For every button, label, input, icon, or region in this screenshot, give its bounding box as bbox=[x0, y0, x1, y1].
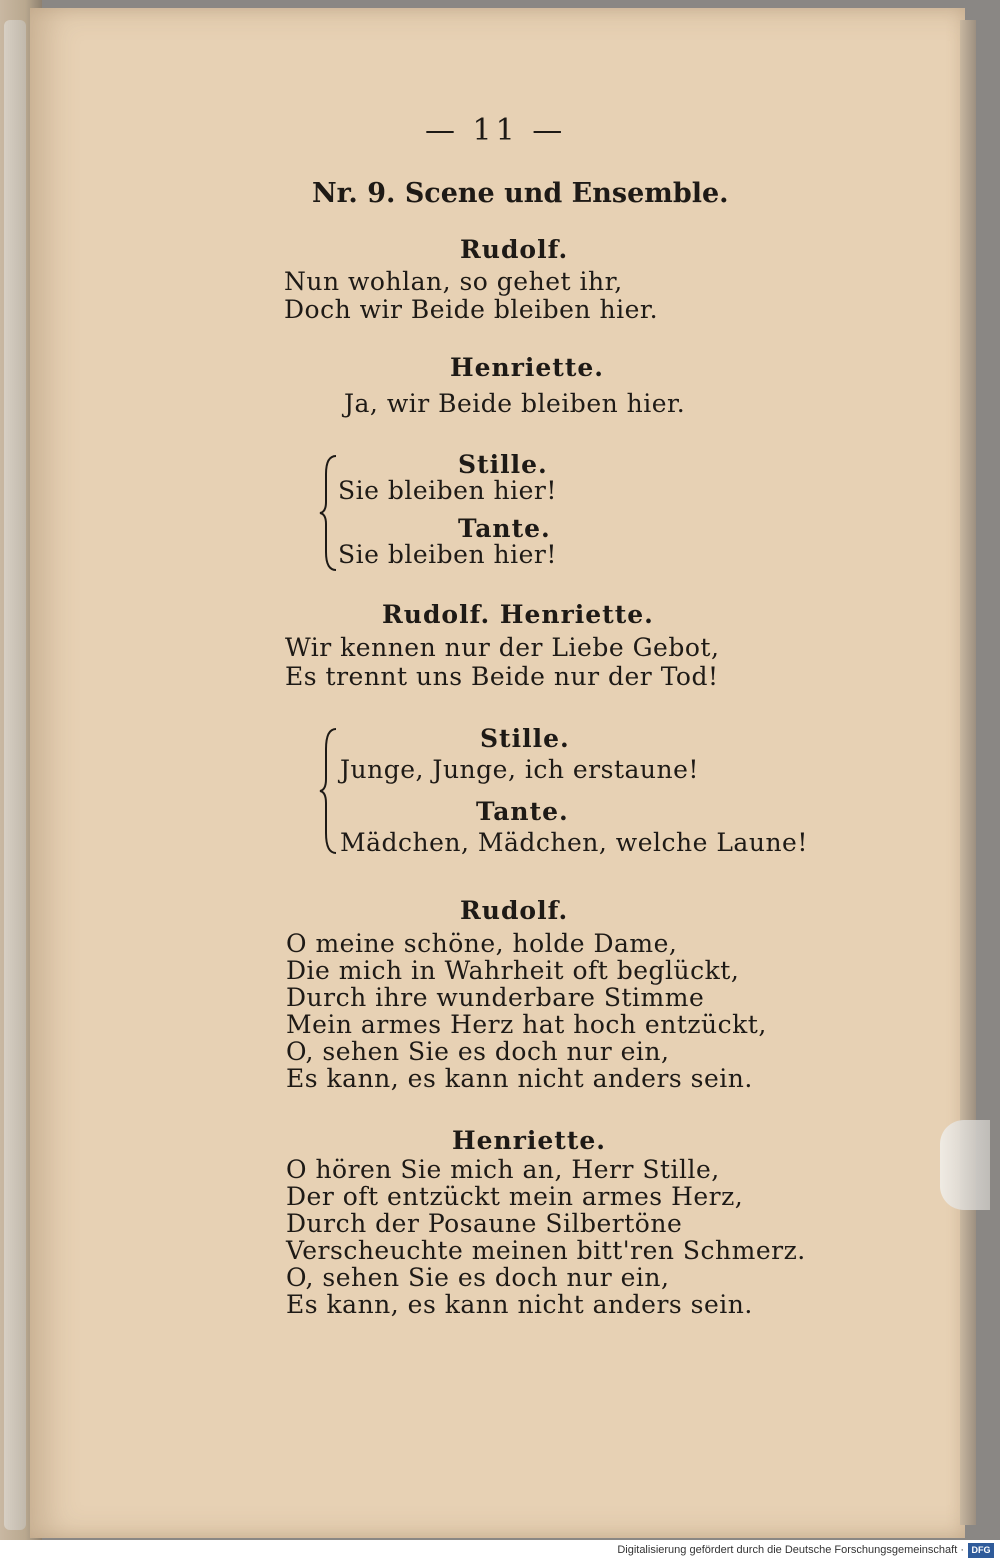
speaker-henriette: Henriette. bbox=[450, 353, 604, 382]
verse-line: Verscheuchte meinen bitt'ren Schmerz. bbox=[286, 1236, 806, 1265]
speaker-rudolf-henriette: Rudolf. Henriette. bbox=[382, 600, 654, 629]
footer-credit: Digitalisierung gefördert durch die Deutsche Forschungsgemeinschaft · bbox=[617, 1544, 964, 1556]
right-page-edge bbox=[960, 20, 976, 1525]
speaker-henriette: Henriette. bbox=[452, 1126, 606, 1155]
verse-line: Sie bleiben hier! bbox=[338, 476, 557, 505]
verse-line: Junge, Junge, ich erstaune! bbox=[340, 755, 699, 784]
speaker-stille: Stille. bbox=[458, 450, 548, 479]
verse-line: Es kann, es kann nicht anders sein. bbox=[286, 1290, 753, 1319]
speaker-rudolf: Rudolf. bbox=[460, 896, 569, 925]
verse-line: O, sehen Sie es doch nur ein, bbox=[286, 1037, 670, 1066]
page-clip bbox=[940, 1120, 990, 1210]
dfg-logo: DFG bbox=[968, 1543, 994, 1558]
verse-line: O hören Sie mich an, Herr Stille, bbox=[286, 1155, 720, 1184]
page-title: Nr. 9. Scene und Ensemble. bbox=[312, 178, 729, 209]
verse-line: Es kann, es kann nicht anders sein. bbox=[286, 1064, 753, 1093]
verse-line: Wir kennen nur der Liebe Gebot, bbox=[285, 633, 720, 662]
page-number: — 11 — bbox=[425, 113, 567, 148]
speaker-tante: Tante. bbox=[476, 797, 569, 826]
speaker-stille: Stille. bbox=[480, 724, 570, 753]
verse-line: Mein armes Herz hat hoch entzückt, bbox=[286, 1010, 767, 1039]
verse-line: Der oft entzückt mein armes Herz, bbox=[286, 1182, 744, 1211]
verse-line: Die mich in Wahrheit oft beglückt, bbox=[286, 956, 740, 985]
verse-line: Ja, wir Beide bleiben hier. bbox=[344, 389, 686, 418]
footer-bar bbox=[0, 1540, 1000, 1562]
verse-line: Doch wir Beide bleiben hier. bbox=[284, 295, 659, 324]
verse-line: O meine schöne, holde Dame, bbox=[286, 929, 678, 958]
brace bbox=[318, 727, 342, 855]
speaker-tante: Tante. bbox=[458, 514, 551, 543]
verse-line: Sie bleiben hier! bbox=[338, 540, 557, 569]
verse-line: Nun wohlan, so gehet ihr, bbox=[284, 267, 623, 296]
verse-line: Durch der Posaune Silbertöne bbox=[286, 1209, 683, 1238]
verse-line: Es trennt uns Beide nur der Tod! bbox=[285, 662, 719, 691]
binding-strip bbox=[4, 20, 26, 1530]
verse-line: Mädchen, Mädchen, welche Laune! bbox=[340, 828, 808, 857]
speaker-rudolf: Rudolf. bbox=[460, 235, 569, 264]
verse-line: O, sehen Sie es doch nur ein, bbox=[286, 1263, 670, 1292]
verse-line: Durch ihre wunderbare Stimme bbox=[286, 983, 705, 1012]
